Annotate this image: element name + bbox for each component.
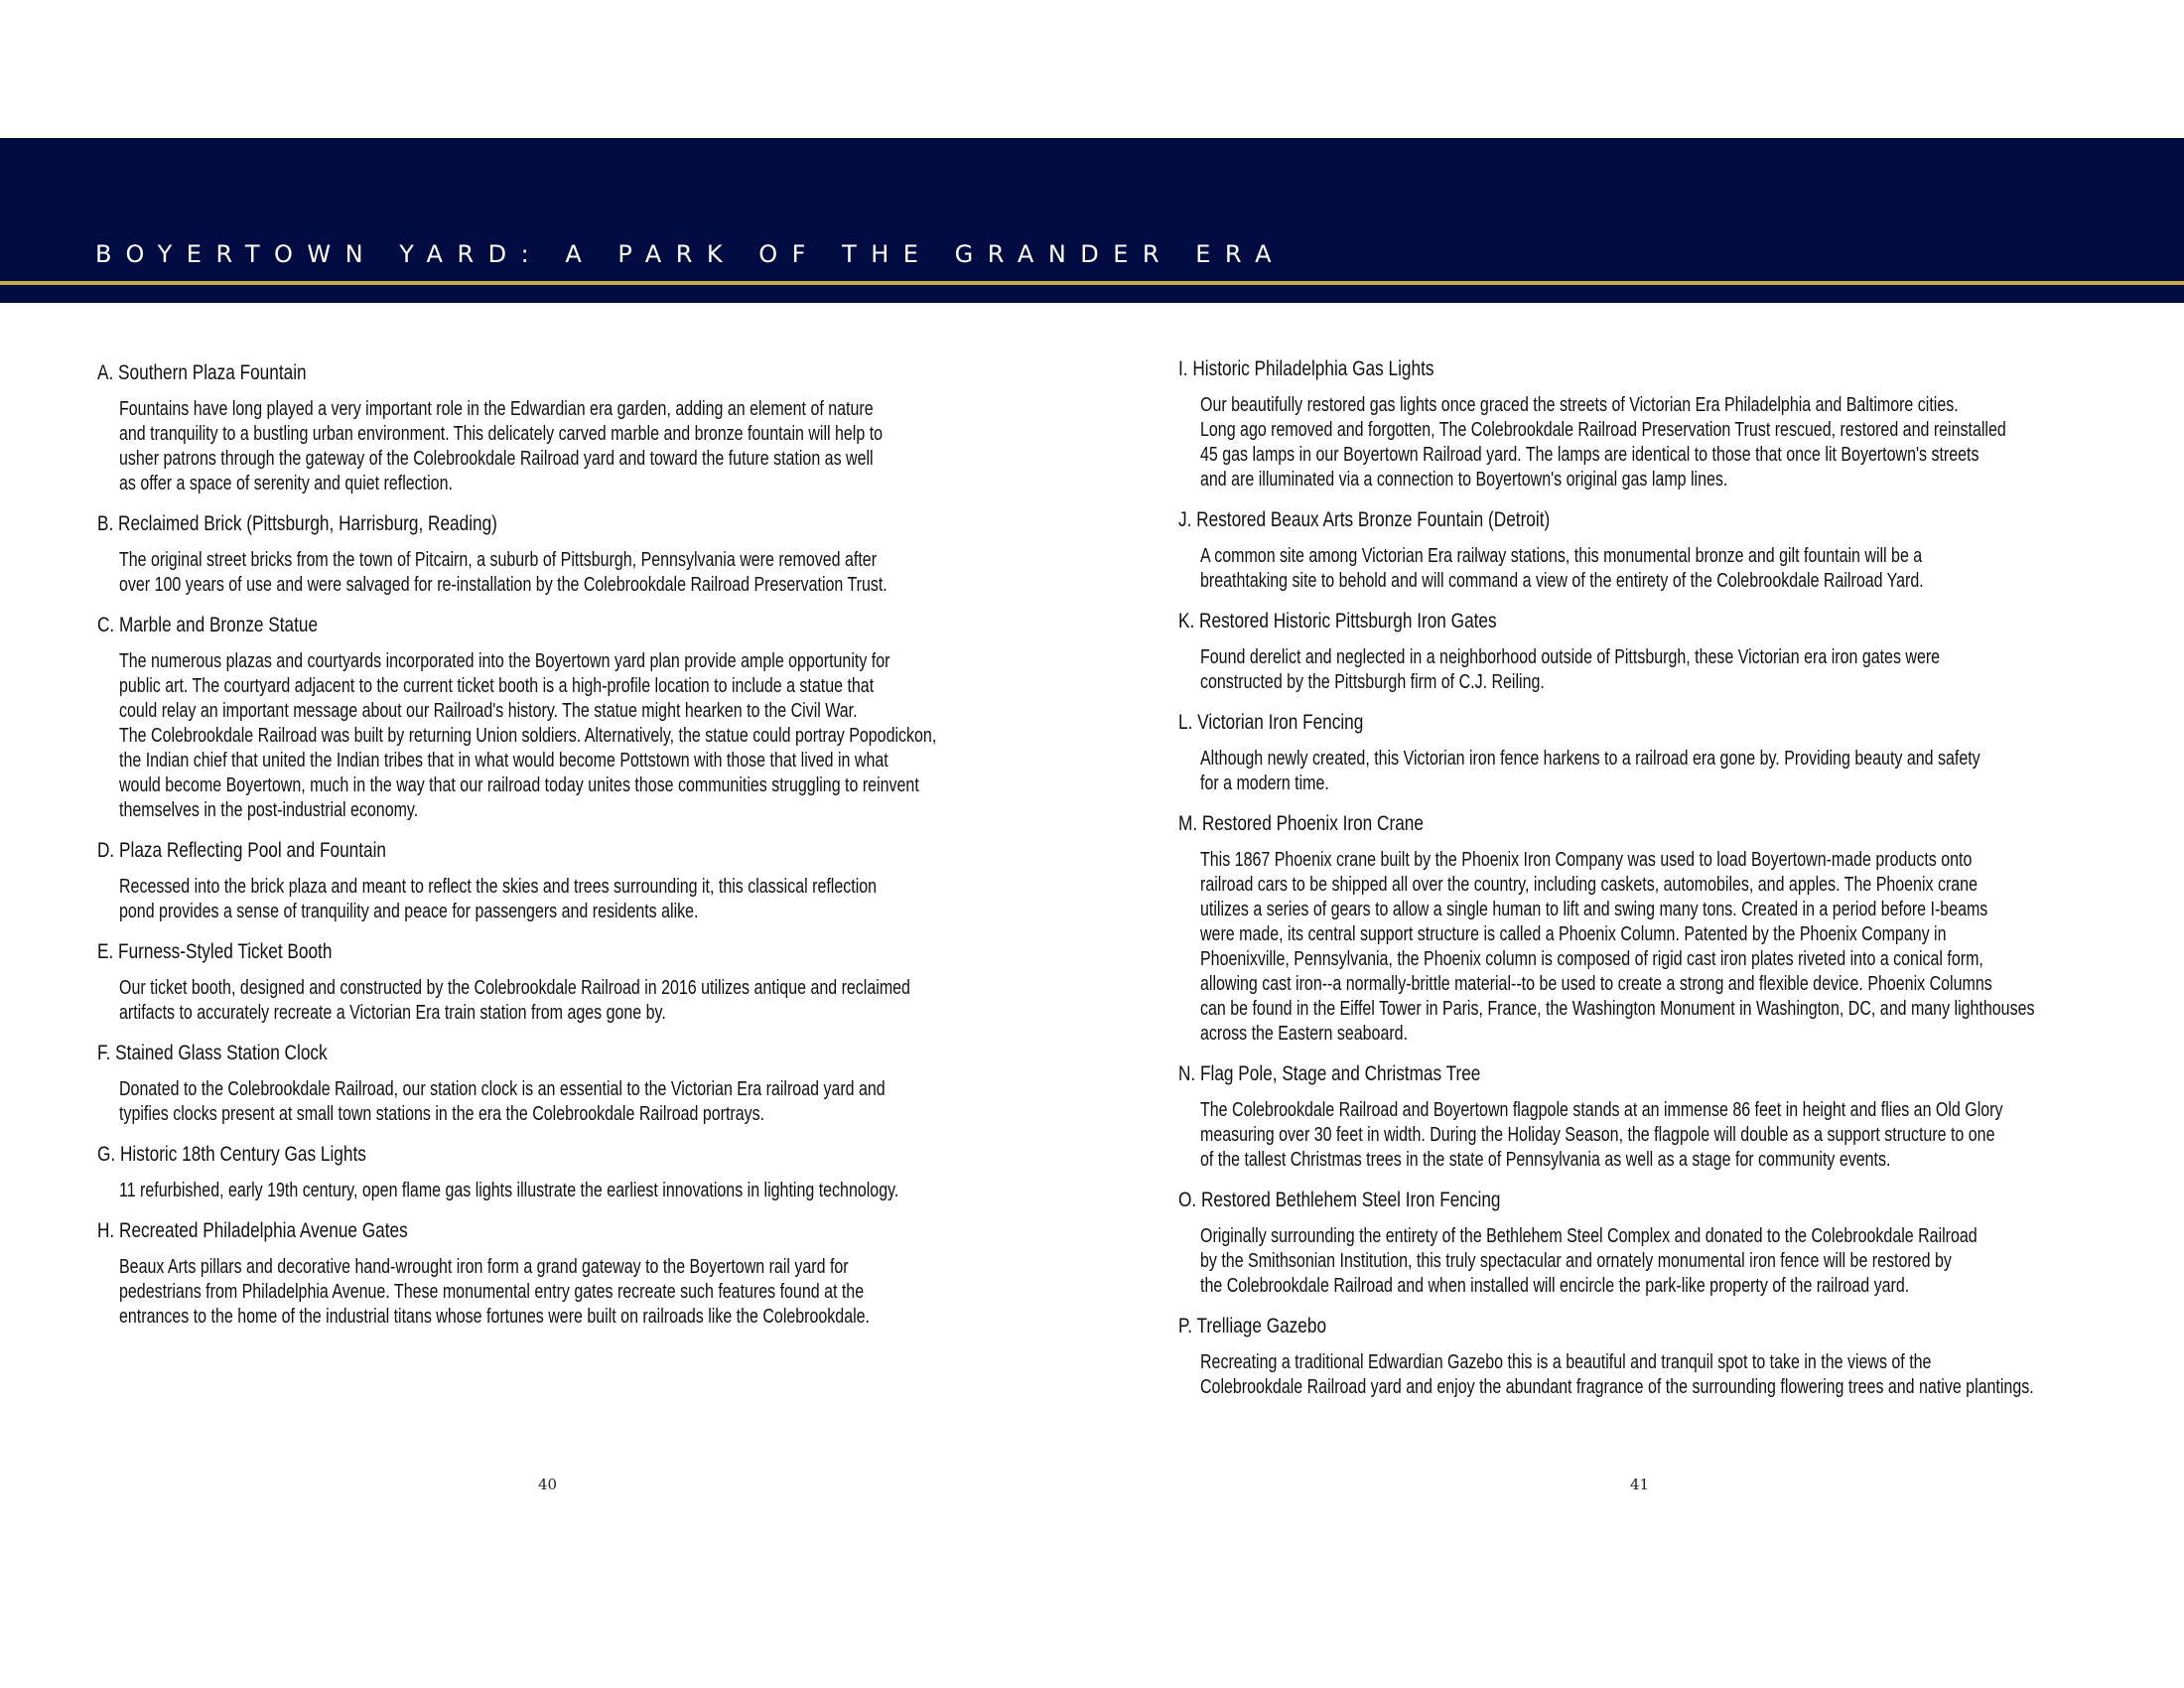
item-body: Fountains have long played a very important role in the Edwardian era garden, adding an element of nature and tranquility to a bustling urban environment. This delicately carved marble and bronze fountain will help to usher patrons through the gateway of the Colebrookdale Railroad yard and toward the future station as well as offer a space of serenity and quiet reflection. — [119, 398, 884, 494]
item-body: Recessed into the brick plaza and meant to reflect the skies and trees surrounding it, this classical reflection pond provides a sense of tranquility and peace for passengers and residents alike. — [119, 876, 878, 922]
item-title: I. Historic Philadelphia Gas Lights — [1178, 357, 1434, 380]
right-column — [1178, 357, 2151, 1416]
list-item — [97, 361, 1050, 496]
list-item — [97, 512, 1050, 598]
page-title: BOYERTOWN YARD: A PARK OF THE GRANDER ERA — [95, 240, 1286, 268]
item-title: K. Restored Historic Pittsburgh Iron Gates — [1178, 610, 1497, 633]
item-title: G. Historic 18th Century Gas Lights — [97, 1143, 366, 1166]
list-item — [97, 940, 1050, 1026]
list-item — [97, 1219, 1050, 1330]
list-item — [97, 1143, 1050, 1203]
list-item — [1178, 1189, 2151, 1299]
list-item — [97, 839, 1050, 924]
item-body: Recreating a traditional Edwardian Gazebo this is a beautiful and tranquil spot to take in the views of the Colebrookdale Railroad yard and enjoy the abundant fragrance of the surrounding flowering trees and native plantings. — [1200, 1351, 2034, 1398]
item-title: A. Southern Plaza Fountain — [97, 361, 307, 384]
item-body: Beaux Arts pillars and decorative hand-wrought iron form a grand gateway to the Boyertown rail yard for pedestrians from Philadelphia Avenue. These monumental entry gates recreate such features found at the entrances to the home of the industrial titans whose fortunes were built on railroads like the Colebrookdale. — [119, 1256, 870, 1328]
item-body: The Colebrookdale Railroad and Boyertown flagpole stands at an immense 86 feet in height and flies an Old Glory measuring over 30 feet in width. During the Holiday Season, the flagpole will double as a support structure to one of the tallest Christmas trees in the state of Pennsylvania as well as a stage for community events. — [1200, 1099, 2003, 1171]
list-item — [1178, 610, 2151, 695]
list-item — [97, 1042, 1050, 1127]
item-title: H. Recreated Philadelphia Avenue Gates — [97, 1219, 408, 1242]
item-body: Found derelict and neglected in a neighborhood outside of Pittsburgh, these Victorian era iron gates were constructed by the Pittsburgh firm of C.J. Reiling. — [1200, 646, 1941, 693]
item-body: Originally surrounding the entirety of the Bethlehem Steel Complex and donated to the Colebrookdale Railroad by the Smithsonian Institution, this truly spectacular and ornately monumental iron fence will be restored by the Colebrookdale Railroad and when installed will encircle the park-like property of the railroad yard. — [1200, 1225, 1978, 1297]
item-body: Our beautifully restored gas lights once graced the streets of Victorian Era Philadelphia and Baltimore cities. Long ago removed and forgotten, The Colebrookdale Railroad Preservation Trust rescued, restored and reinstalled 45 gas lamps in our Boyertown Railroad yard. The lamps are identical to those that once lit Boyertown's streets and are illuminated via a connection to Boyertown's original gas lamp lines. — [1200, 394, 2006, 491]
item-title: E. Furness-Styled Ticket Booth — [97, 940, 333, 963]
item-body: Donated to the Colebrookdale Railroad, our station clock is an essential to the Victorian Era railroad yard and typifies clocks present at small town stations in the era the Colebrookdale Railroad portrays. — [119, 1078, 886, 1125]
item-title: O. Restored Bethlehem Steel Iron Fencing — [1178, 1189, 1501, 1211]
left-column — [97, 361, 1050, 1345]
list-item — [1178, 812, 2151, 1047]
item-title: C. Marble and Bronze Statue — [97, 614, 319, 636]
item-title: N. Flag Pole, Stage and Christmas Tree — [1178, 1062, 1481, 1085]
item-body: 11 refurbished, early 19th century, open flame gas lights illustrate the earliest innovations in lighting technology. — [119, 1180, 899, 1201]
page-number-right: 41 — [1630, 1476, 1650, 1493]
item-body: The numerous plazas and courtyards incorporated into the Boyertown yard plan provide ample opportunity for public art. The courtyard adjacent to the current ticket booth is a high-profile location to include a statue that could relay an important message about our Railroad's history. The statue might hearken to the Civil War. The Colebrookdale Railroad was built by returning Union soldiers. Alternatively, the statue could portray Popodickon, the Indian chief that united the Indian tribes that in what would become Pottstown with those that lived in what would become Boyertown, much in the way that our railroad today unites those communities struggling to reinvent themselves in the post-industrial economy. — [119, 650, 937, 821]
item-body: Our ticket booth, designed and constructed by the Colebrookdale Railroad in 2016 utilizes antique and reclaimed artifacts to accurately recreate a Victorian Era train station from ages gone by. — [119, 977, 910, 1024]
header-banner-bottom — [0, 285, 2184, 303]
item-body: A common site among Victorian Era railway stations, this monumental bronze and gilt fountain will be a breathtaking site to behold and will command a view of the entirety of the Colebrookdale Railroad Yard. — [1200, 545, 1924, 592]
item-title: M. Restored Phoenix Iron Crane — [1178, 812, 1424, 835]
item-title: B. Reclaimed Brick (Pittsburgh, Harrisburg, Reading) — [97, 512, 497, 535]
list-item — [1178, 1315, 2151, 1400]
list-item — [1178, 711, 2151, 796]
list-item — [1178, 357, 2151, 492]
item-body: This 1867 Phoenix crane built by the Phoenix Iron Company was used to load Boyertown-made products onto railroad cars to be shipped all over the country, including caskets, automobiles, and apples. The Phoenix crane utilizes a series of gears to allow a single human to lift and swing many tons. Created in a period before I-beams were made, its central support structure is called a Phoenix Column. Patented by the Phoenix Company in Phoenixville, Pennsylvania, the Phoenix column is composed of rigid cast iron plates riveted into a conical form, allowing cast iron--a normally-brittle material--to be used to create a strong and flexible device. Phoenix Columns can be found in the Eiffel Tower in Paris, France, the Washington Monument in Washington, DC, and many lighthouses across the Eastern seaboard. — [1200, 849, 2035, 1045]
item-title: J. Restored Beaux Arts Bronze Fountain (Detroit) — [1178, 508, 1551, 531]
page-number-left: 40 — [538, 1476, 558, 1493]
item-title: L. Victorian Iron Fencing — [1178, 711, 1364, 734]
list-item — [97, 614, 1050, 823]
item-body: The original street bricks from the town of Pitcairn, a suburb of Pittsburgh, Pennsylvania were removed after over 100 years of use and were salvaged for re-installation by the Colebrookdale Railroad Preservation Trust. — [119, 549, 887, 596]
list-item — [1178, 1062, 2151, 1173]
item-title: P. Trelliage Gazebo — [1178, 1315, 1327, 1337]
list-item — [1178, 508, 2151, 594]
item-title: F. Stained Glass Station Clock — [97, 1042, 328, 1064]
item-body: Although newly created, this Victorian iron fence harkens to a railroad era gone by. Providing beauty and safety for a modern time. — [1200, 748, 1980, 794]
item-title: D. Plaza Reflecting Pool and Fountain — [97, 839, 387, 862]
